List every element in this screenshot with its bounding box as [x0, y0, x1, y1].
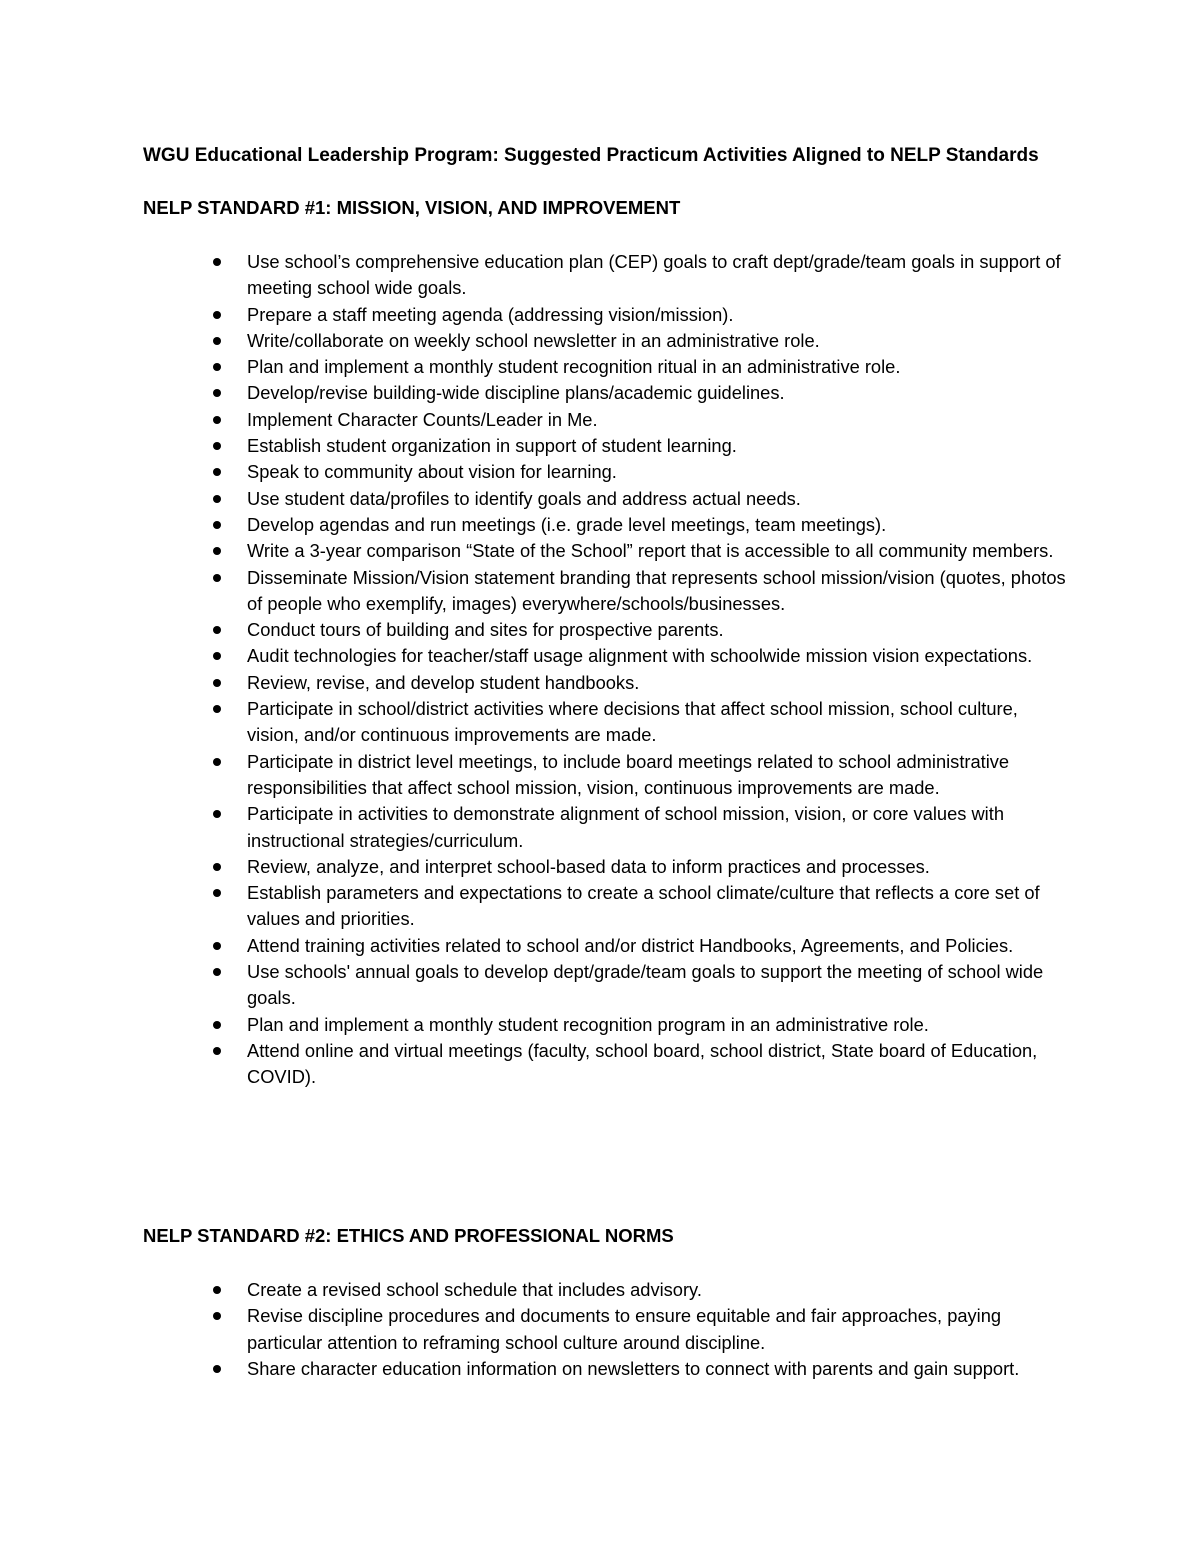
bullet-icon: [213, 1021, 221, 1029]
bullet-icon: [213, 1365, 221, 1373]
bullet-icon: [213, 416, 221, 424]
list-item: [143, 1277, 1067, 1303]
list-item-text: Revise discipline procedures and documents to ensure equitable and fair approaches, paying particular attention to reframing school culture around discipline.: [247, 1305, 1002, 1353]
list-item: [143, 249, 1067, 302]
bullet-icon: [213, 626, 221, 634]
list-item-text: Participate in district level meetings, to include board meetings related to school administrative responsibilities that affect school mission, vision, continuous improvements are made.: [247, 750, 1010, 798]
list-item-text: Develop agendas and run meetings (i.e. grade level meetings, team meetings).: [247, 513, 887, 535]
bullet-icon: [213, 258, 221, 266]
list-item-text: Use school’s comprehensive education plan (CEP) goals to craft dept/grade/team goals in support of meeting school wide goals.: [247, 251, 1061, 299]
list-item-text: Audit technologies for teacher/staff usage alignment with schoolwide mission vision expectations.: [247, 645, 1033, 667]
bullet-icon: [213, 1047, 221, 1055]
list-item: [143, 512, 1067, 538]
list-item: [143, 407, 1067, 433]
list-item-text: Plan and implement a monthly student recognition ritual in an administrative role.: [247, 356, 901, 378]
bullet-icon: [213, 679, 221, 687]
list-item-text: Review, analyze, and interpret school-based data to inform practices and processes.: [247, 855, 930, 877]
list-item: [143, 801, 1067, 854]
list-item: [143, 565, 1067, 618]
list-item-text: Establish student organization in support of student learning.: [247, 435, 737, 457]
bullet-icon: [213, 705, 221, 713]
bullet-icon: [213, 652, 221, 660]
bullet-icon: [213, 495, 221, 503]
list-item: [143, 354, 1067, 380]
bullet-icon: [213, 574, 221, 582]
section-heading: NELP STANDARD #1: MISSION, VISION, AND IMPROVEMENT: [143, 197, 681, 218]
list-item-text: Attend online and virtual meetings (faculty, school board, school district, State board of Education, COVID).: [247, 1039, 1038, 1088]
bullet-icon: [213, 442, 221, 450]
bullet-icon: [213, 389, 221, 397]
list-item: [143, 433, 1067, 459]
list-item: [143, 1303, 1067, 1356]
bullet-icon: [213, 968, 221, 976]
list-item: [143, 1012, 1067, 1038]
list-item-text: Conduct tours of building and sites for prospective parents.: [247, 619, 724, 641]
bullet-icon: [213, 1312, 221, 1320]
bullet-icon: [213, 758, 221, 766]
list-item-text: Write/collaborate on weekly school newsletter in an administrative role.: [247, 329, 820, 351]
list-item-text: Review, revise, and develop student handbooks.: [247, 671, 640, 693]
list-item-text: Share character education information on newsletters to connect with parents and gain support.: [247, 1357, 1020, 1379]
list-item: [143, 538, 1067, 564]
bullet-icon: [213, 547, 221, 555]
list-item: [143, 380, 1067, 406]
section-standard-1: [143, 196, 1103, 1091]
list-item: [143, 854, 1067, 880]
list-item-text: Implement Character Counts/Leader in Me.: [247, 408, 598, 430]
document-title: WGU Educational Leadership Program: Suggested Practicum Activities Aligned to NELP Standards: [143, 145, 1039, 166]
bullet-icon: [213, 1286, 221, 1294]
list-item-text: Disseminate Mission/Vision statement branding that represents school mission/vision (quotes, photos of people who exemplify, images) everywhere/schools/businesses.: [247, 566, 1066, 614]
list-item-text: Participate in activities to demonstrate alignment of school mission, vision, or core values with instructional strategies/curriculum.: [247, 803, 1004, 851]
section-standard-2: [143, 1224, 1103, 1382]
list-item-text: Develop/revise building-wide discipline plans/academic guidelines.: [247, 382, 785, 404]
list-item-text: Create a revised school schedule that includes advisory.: [247, 1279, 702, 1300]
bullet-list: [143, 249, 1103, 1091]
list-item: [143, 670, 1067, 696]
bullet-icon: [213, 889, 221, 897]
list-item-text: Prepare a staff meeting agenda (addressing vision/mission).: [247, 303, 734, 325]
section-heading: NELP STANDARD #2: ETHICS AND PROFESSIONAL NORMS: [143, 1225, 674, 1246]
bullet-icon: [213, 468, 221, 476]
bullet-list: [143, 1277, 1103, 1382]
list-item: [143, 643, 1067, 669]
list-item: [143, 486, 1067, 512]
list-item-text: Attend training activities related to school and/or district Handbooks, Agreements, and Policies.: [247, 934, 1014, 956]
list-item: [143, 328, 1067, 354]
list-item: [143, 1356, 1067, 1382]
list-item: [143, 959, 1067, 1012]
list-item: [143, 617, 1067, 643]
list-item-text: Use schools' annual goals to develop dept/grade/team goals to support the meeting of school wide goals.: [247, 961, 1044, 1009]
list-item-text: Establish parameters and expectations to create a school climate/culture that reflects a core set of values and priorities.: [247, 882, 1040, 930]
bullet-icon: [213, 942, 221, 950]
bullet-icon: [213, 863, 221, 871]
bullet-icon: [213, 810, 221, 818]
list-item-text: Participate in school/district activities where decisions that affect school mission, school culture, vision, and/or continuous improvements are made.: [247, 698, 1018, 746]
list-item: [143, 1038, 1067, 1091]
list-item-text: Plan and implement a monthly student recognition program in an administrative role.: [247, 1013, 929, 1035]
list-item: [143, 749, 1067, 802]
list-item-text: Use student data/profiles to identify goals and address actual needs.: [247, 487, 801, 509]
bullet-icon: [213, 337, 221, 345]
list-item: [143, 459, 1067, 485]
list-item-text: Write a 3-year comparison “State of the School” report that is accessible to all community members.: [247, 540, 1054, 562]
bullet-icon: [213, 363, 221, 371]
list-item: [143, 302, 1067, 328]
list-item: [143, 696, 1067, 749]
list-item-text: Speak to community about vision for learning.: [247, 461, 617, 483]
bullet-icon: [213, 521, 221, 529]
list-item: [143, 880, 1067, 933]
bullet-icon: [213, 311, 221, 319]
list-item: [143, 933, 1067, 959]
